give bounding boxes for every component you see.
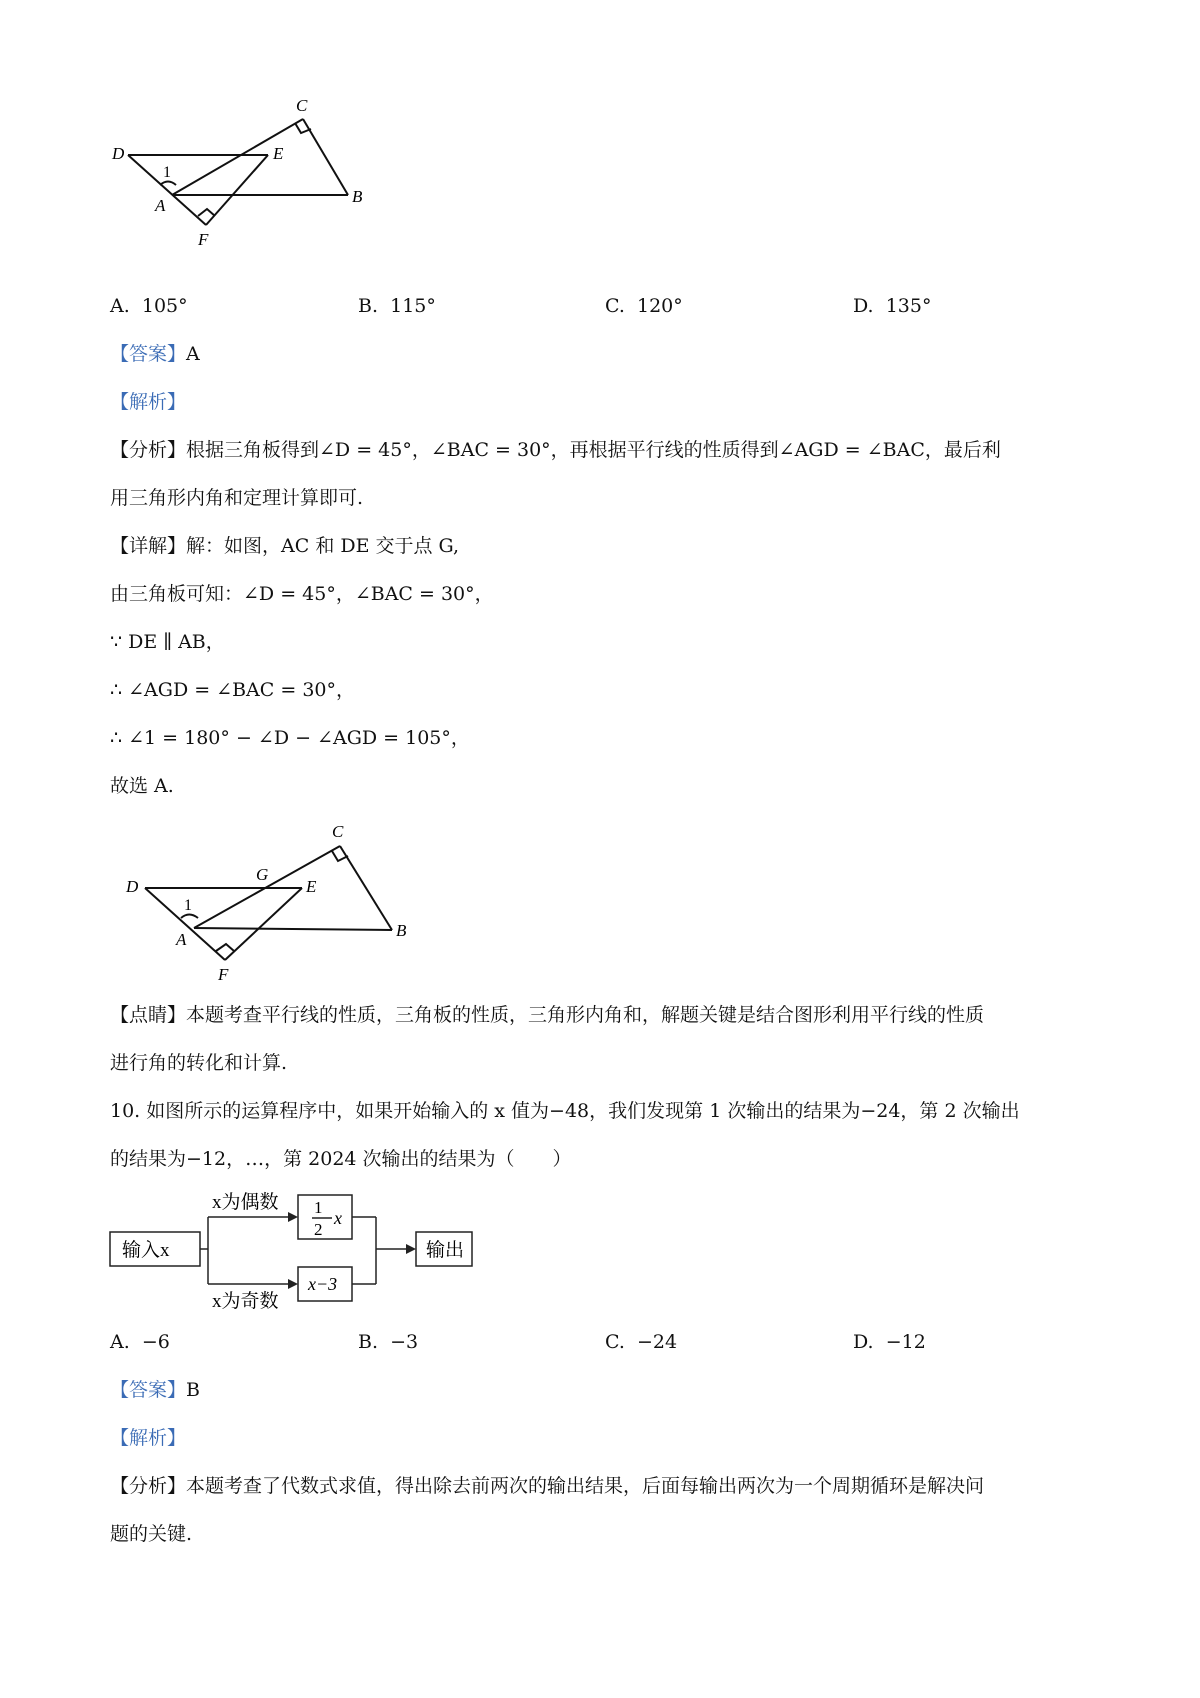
q10-option-c: C. −24 xyxy=(605,1331,678,1353)
q9-option-c: C. 120° xyxy=(605,295,683,317)
q9-dianjing-line2: 进行角的转化和计算. xyxy=(110,1052,288,1074)
q10-fenxi-line2: 题的关键. xyxy=(110,1523,193,1545)
flow-minus-label: x−3 xyxy=(308,1274,338,1294)
q9-xiangjie-line2: 由三角板可知：∠D = 45°，∠BAC = 30°， xyxy=(110,583,494,605)
flow-odd-label: x为奇数 xyxy=(212,1291,279,1310)
q10-option-a: A. −6 xyxy=(110,1331,170,1353)
q9-xiangjie-line1: 【详解】解：如图，AC 和 DE 交于点 G, xyxy=(110,535,460,557)
label-F: F xyxy=(218,965,229,984)
q10-analysis-heading: 【解析】 xyxy=(110,1427,187,1449)
flow-even-label: x为偶数 xyxy=(212,1192,279,1213)
label-E: E xyxy=(306,877,317,896)
flowchart xyxy=(100,1180,500,1310)
q9-fenxi-line1: 【分析】根据三角板得到∠D = 45°，∠BAC = 30°，再根据平行线的性质得到∠AGD = ∠BAC，最后利 xyxy=(110,439,1001,461)
label-A: A xyxy=(176,930,187,949)
q9-analysis-heading: 【解析】 xyxy=(110,391,187,413)
label-A: A xyxy=(155,196,166,215)
flow-half-denominator: 2 xyxy=(314,1220,323,1239)
figure-triangles-2 xyxy=(110,820,430,990)
label-B: B xyxy=(352,187,363,206)
label-E: E xyxy=(273,144,284,163)
label-G: G xyxy=(256,865,269,884)
label-1: 1 xyxy=(163,164,171,181)
label-B: B xyxy=(396,921,407,940)
q10-answer: 【答案】B xyxy=(110,1379,200,1401)
flow-half-numerator: 1 xyxy=(314,1198,323,1217)
q9-xiangjie-line6: 故选 A. xyxy=(110,775,174,797)
figure-triangles-1 xyxy=(110,95,410,255)
flow-half-var: x xyxy=(334,1208,342,1228)
label-C: C xyxy=(332,822,344,841)
q9-option-d: D. 135° xyxy=(853,295,932,317)
label-C: C xyxy=(296,96,308,115)
q10-stem-line2: 的结果为−12，…，第 2024 次输出的结果为（ ） xyxy=(110,1148,572,1170)
q9-xiangjie-line4: ∴ ∠AGD = ∠BAC = 30°， xyxy=(110,679,355,701)
q10-option-d: D. −12 xyxy=(853,1331,926,1353)
q9-fenxi-line2: 用三角形内角和定理计算即可. xyxy=(110,487,364,509)
q9-dianjing-line1: 【点睛】本题考查平行线的性质，三角板的性质，三角形内角和，解题关键是结合图形利用平行线的性质 xyxy=(110,1004,985,1026)
q10-fenxi-line1: 【分析】本题考查了代数式求值，得出除去前两次的输出结果，后面每输出两次为一个周期循环是解决问 xyxy=(110,1475,985,1497)
q9-answer: 【答案】A xyxy=(110,343,200,365)
flow-output-label: 输出 xyxy=(426,1240,465,1261)
q9-xiangjie-line3: ∵ DE ∥ AB， xyxy=(110,631,225,653)
q9-xiangjie-line5: ∴ ∠1 = 180° − ∠D − ∠AGD = 105°， xyxy=(110,727,470,749)
label-D: D xyxy=(126,877,139,896)
q10-stem-line1: 10. 如图所示的运算程序中，如果开始输入的 x 值为−48，我们发现第 1 次输出的结果为−24，第 2 次输出 xyxy=(110,1100,1020,1122)
q9-option-b: B. 115° xyxy=(358,295,436,317)
flow-input-label: 输入x xyxy=(122,1240,170,1261)
q10-option-b: B. −3 xyxy=(358,1331,419,1353)
label-D: D xyxy=(112,144,125,163)
q9-option-a: A. 105° xyxy=(110,295,188,317)
label-1: 1 xyxy=(184,897,192,914)
label-F: F xyxy=(198,230,209,249)
